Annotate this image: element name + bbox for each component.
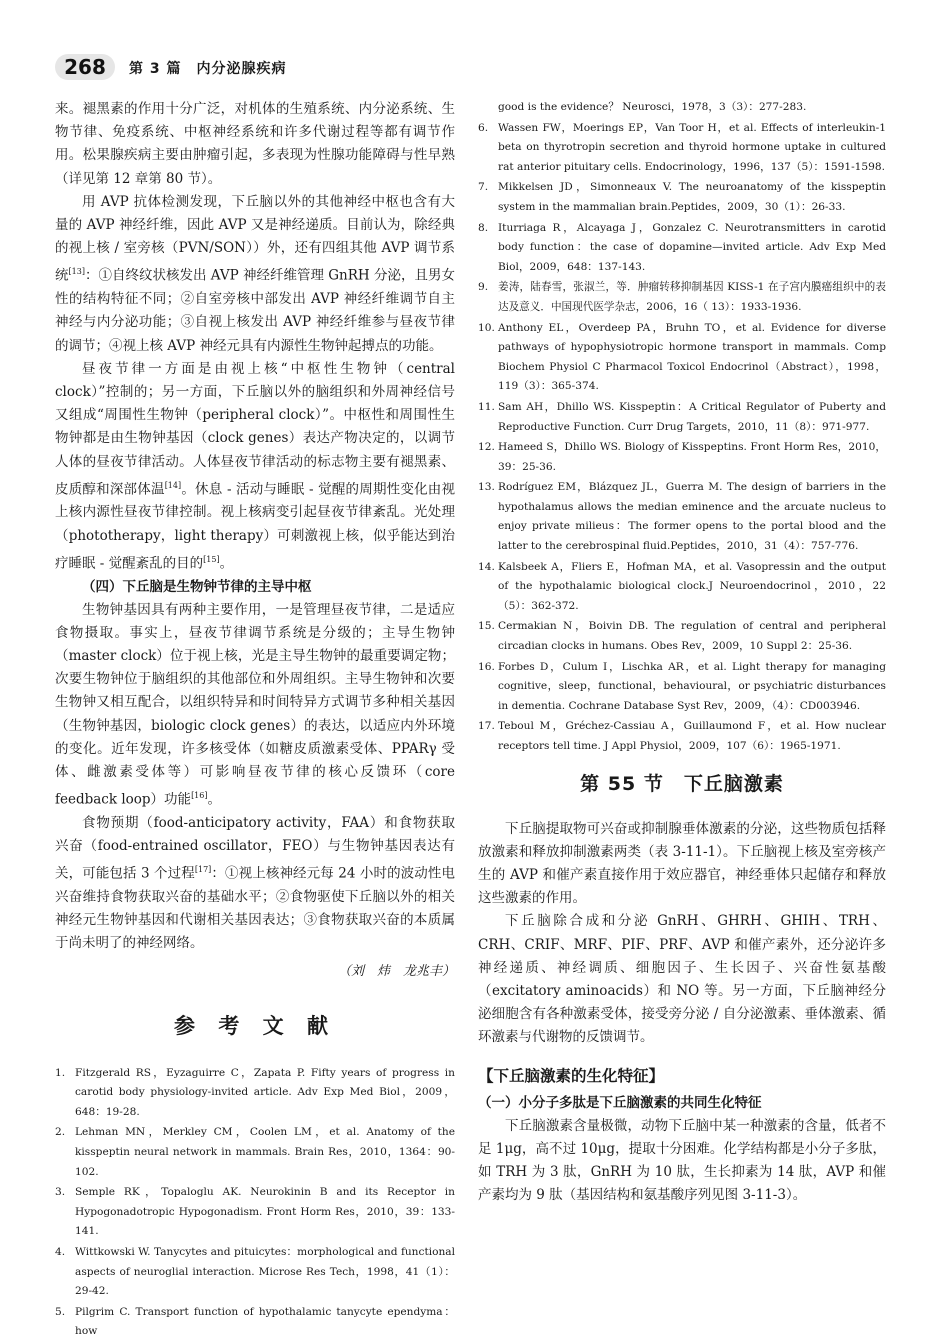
- citation: [17]: [194, 865, 212, 875]
- reference-item: 15. Cermakian N，Boivin DB. The regulation of central and peripheral circadian clocks in humans. Obes Rev，2009，10 Suppl 2：25-36.: [478, 620, 886, 653]
- bracket-heading: 【下丘脑激素的生化特征】: [478, 1066, 665, 1085]
- references-title: 参 考 文 献: [174, 1013, 336, 1038]
- reference-item: 12. Hameed S，Dhillo WS. Biology of Kisspeptins. Front Horm Res，2010，39：25-36.: [478, 441, 886, 473]
- reference-item: 6. Wassen FW，Moerings EP，Van Toor H，et al. Effects of interleukin-1 beta on thyrotropin secretion and thyroid hormone uptake in cultured rat anterior pituitary cells. Endocrinology，1996，137（5）：1591-1598.: [478, 121, 886, 173]
- paragraph: 下丘脑除合成和分泌 GnRH、GHRH、GHIH、TRH、CRH、CRIF、MRF、PIF、PRF、AVP 和催产素外，还分泌许多神经递质、神经调质、细胞因子、生长因子、兴奋性氨基酸（excitatory aminoacids）和 NO 等。另一方面，下丘脑神经分泌细胞含有各种激素受体，接受旁分泌 / 自分泌激素、垂体激素、循环激素与代谢物的反馈调节。: [478, 913, 886, 1046]
- paragraph: 来。褪黑素的作用十分广泛，对机体的生殖系统、内分泌系统、生物节律、免疫系统、中枢神经系统和许多代谢过程等都有调节作用。松果腺疾病主要由肿瘤引起，多表现为性腺功能障碍与性早熟（详见第 12 章第 80 节）。: [55, 101, 455, 187]
- citation: [13]: [68, 267, 85, 277]
- reference-item: 2. Lehman MN，Merkley CM，Coolen LM，et al. Anatomy of the kisspeptin neural network in mammals. Brain Res，2010，1364：90-102.: [55, 1126, 455, 1178]
- reference-item: 16. Forbes D，Culum I，Lischka AR，et al. Light therapy for managing cognitive，sleep，functional，behavioural，or psychiatric disturbances in dementia. Cochrane Database Syst Rev，2009，（4）：CD003946.: [478, 660, 886, 712]
- paragraph: 下丘脑激素含量极微，动物下丘脑中某一种激素的含量，低者不足 1μg，高不过 10μg，提取十分困难。化学结构都是小分子多肽，如 TRH 为 3 肽，GnRH 为 10 肽，生长抑素为 14 肽，AVP 和催产素均为 9 肽（基因结构和氨基酸序列见图 3-11-3）。: [478, 1117, 886, 1204]
- page-number: 268: [55, 54, 115, 80]
- citation: [15]: [203, 554, 220, 564]
- paragraph: 生物钟基因具有两种主要作用，一是管理昼夜节律，二是适应食物摄取。事实上，昼夜节律调节系统是分级的；主导生物钟（master clock）位于视上核，光是主导生物钟的最重要调定物；次要生物钟位于脑组织的其他部位和外周组织。主导生物钟和次要生物钟又相互配合，以组织特异和时间特异方式调节多种相关基因（生物钟基因，biologic clock genes）的表达，以适应内外环境的变化。近年发现，许多核受体（如糖皮质激素受体、PPARγ 受体、雌激素受体等）可影响昼夜节律的核心反馈环（core feedback loop）功能[16]。: [55, 601, 455, 808]
- reference-item: 8. Iturriaga R，Alcayaga J，Gonzalez C. Neurotransmitters in carotid body function：the case of dopamine—invited article. Adv Exp Med Biol，2009，648：137-143.: [478, 221, 886, 273]
- reference-item: 1. Fitzgerald RS，Eyzaguirre C，Zapata P. Fifty years of progress in carotid body physiology-invited article. Adv Exp Med Biol，2009，648：19-28.: [55, 1066, 455, 1118]
- section-title: 第 55 节 下丘脑激素: [580, 772, 784, 795]
- reference-item: 3. Semple RK，Topaloglu AK. Neurokinin B and its Receptor in Hypogonadotropic Hypogonadism. Front Horm Res，2010，39：133-141.: [55, 1186, 455, 1238]
- author-signature: （刘 炜 龙兆丰）: [337, 963, 455, 979]
- right-column: [478, 98, 886, 1207]
- reference-item: 14. Kalsbeek A，Fliers E，Hofman MA，et al. Vasopressin and the output of the hypothalamic biological clock.J Neuroendocrinol，2010，22（5）：362-372.: [478, 560, 886, 612]
- reference-list: [55, 1064, 455, 1342]
- reference-item: 4. Wittkowski W. Tanycytes and pituicytes：morphological and functional aspects of neuroglial interaction. Microse Res Tech，1998，41（1）：29-42.: [55, 1245, 455, 1298]
- chapter-title: 第 3 篇 内分泌腺疾病: [129, 61, 287, 77]
- subsection-heading: （一）小分子多肽是下丘脑激素的共同生化特征: [478, 1094, 762, 1111]
- paragraph: 下丘脑提取物可兴奋或抑制腺垂体激素的分泌，这些物质包括释放激素和释放抑制激素两类（表 3-11-1）。下丘脑视上核及室旁核产生的 AVP 和催产素直接作用于效应器官，神经垂体只起储存和释放这些激素的作用。: [478, 820, 886, 907]
- page-header: [55, 52, 915, 84]
- paragraph: 昼夜节律一方面是由视上核“中枢性生物钟（central clock）”控制的；另一方面，下丘脑以外的脑组织和外周神经信号又组成“周围性生物钟（peripheral clock）”。中枢性和周围性生物钟都是由生物钟基因（clock genes）表达产物决定的，以调节人体的昼夜节律活动。人体昼夜节律活动的标志物主要有褪黑素、皮质醇和深部体温[14]。休息 - 活动与睡眠 - 觉醒的周期性变化由视上核内源性昼夜节律控制。视上核病变引起昼夜节律紊乱。光处理（phototherapy，light therapy）可刺激视上核，似乎能达到治疗睡眠 - 觉醒紊乱的目的[15]。: [55, 360, 456, 572]
- reference-item: 9. 姜涛，陆春雪，张淑兰，等．肿瘤转移抑制基因 KISS-1 在子宫内膜癌组织中的表达及意义．中国现代医学杂志，2006，16（ 13）：1933-1936.: [478, 281, 886, 313]
- paragraph: 用 AVP 抗体检测发现，下丘脑以外的其他神经中枢也含有大量的 AVP 神经纤维，因此 AVP 又是神经递质。目前认为，除经典的视上核 / 室旁核（PVN/SON））外，还有四组其他 AVP 调节系统[13]：①自终纹状核发出 AVP 神经纤维管理 GnRH 分泌，且男女性的结构特征不同；②自室旁核中部发出 AVP 神经纤维调节自主神经与内分泌功能；③自视上核发出 AVP 神经纤维参与昼夜节律的调节；④视上核 AVP 神经元具有内源性生物钟起搏点的功能。: [55, 193, 456, 354]
- reference-item: 7. Mikkelsen JD，Simonneaux V. The neuroanatomy of the kisspeptin system in the mammalian brain.Peptides，2009，30（1）：26-33.: [478, 181, 886, 213]
- paragraph: 食物预期（food-anticipatory activity，FAA）和食物获取兴奋（food-entrained oscillator，FEO）与生物钟基因表达有关，可能包括 3 个过程[17]：①视上核神经元每 24 小时的波动性电兴奋维持食物获取兴奋的基础水平；②食物驱使下丘脑以外的相关神经元生物钟基因和代谢相关基因表达；③食物获取兴奋的本质属于尚未明了的神经网络。: [55, 814, 456, 952]
- reference-item: 17. Teboul M，Gréchez-Cassiau A，Guillaumond F，et al. How nuclear receptors tell time. J Appl Physiol，2009，107（6）：1965-1971.: [478, 720, 886, 752]
- reference-item: 13. Rodríguez EM，Blázquez JL，Guerra M. The design of barriers in the hypothalamus allows the median eminence and the arcuate nucleus to enjoy private milieus：The former opens to the portal blood and the latter to the cerebrospinal fluid.Peptides，2010，31（4）：757-776.: [478, 481, 886, 553]
- subsection-heading: （四）下丘脑是生物钟节律的主导中枢: [82, 578, 312, 595]
- reference-item: 10. Anthony EL，Overdeep PA，Bruhn TO，et al. Evidence for diverse pathways of hypophysiotropic hormone transport in mammals. Comp Biochem Physiol C Pharmacol Toxicol Endocrinol（Abstract），1998，119（3）：365-374.: [478, 321, 886, 393]
- reference-item: 11. Sam AH，Dhillo WS. Kisspeptin：A Critical Regulator of Puberty and Reproductive Function. Curr Drug Targets，2010，11（8）：971-977.: [478, 400, 886, 433]
- citation: [16]: [191, 791, 208, 801]
- reference-continuation: good is the evidence？ Neurosci，1978，3（3）：277-283.: [498, 101, 807, 113]
- reference-list: [478, 98, 886, 757]
- reference-item: 5. Pilgrim C. Transport function of hypothalamic tanycyte ependyma：how: [55, 1305, 455, 1338]
- citation: [14]: [164, 480, 182, 490]
- left-column: [55, 98, 455, 1343]
